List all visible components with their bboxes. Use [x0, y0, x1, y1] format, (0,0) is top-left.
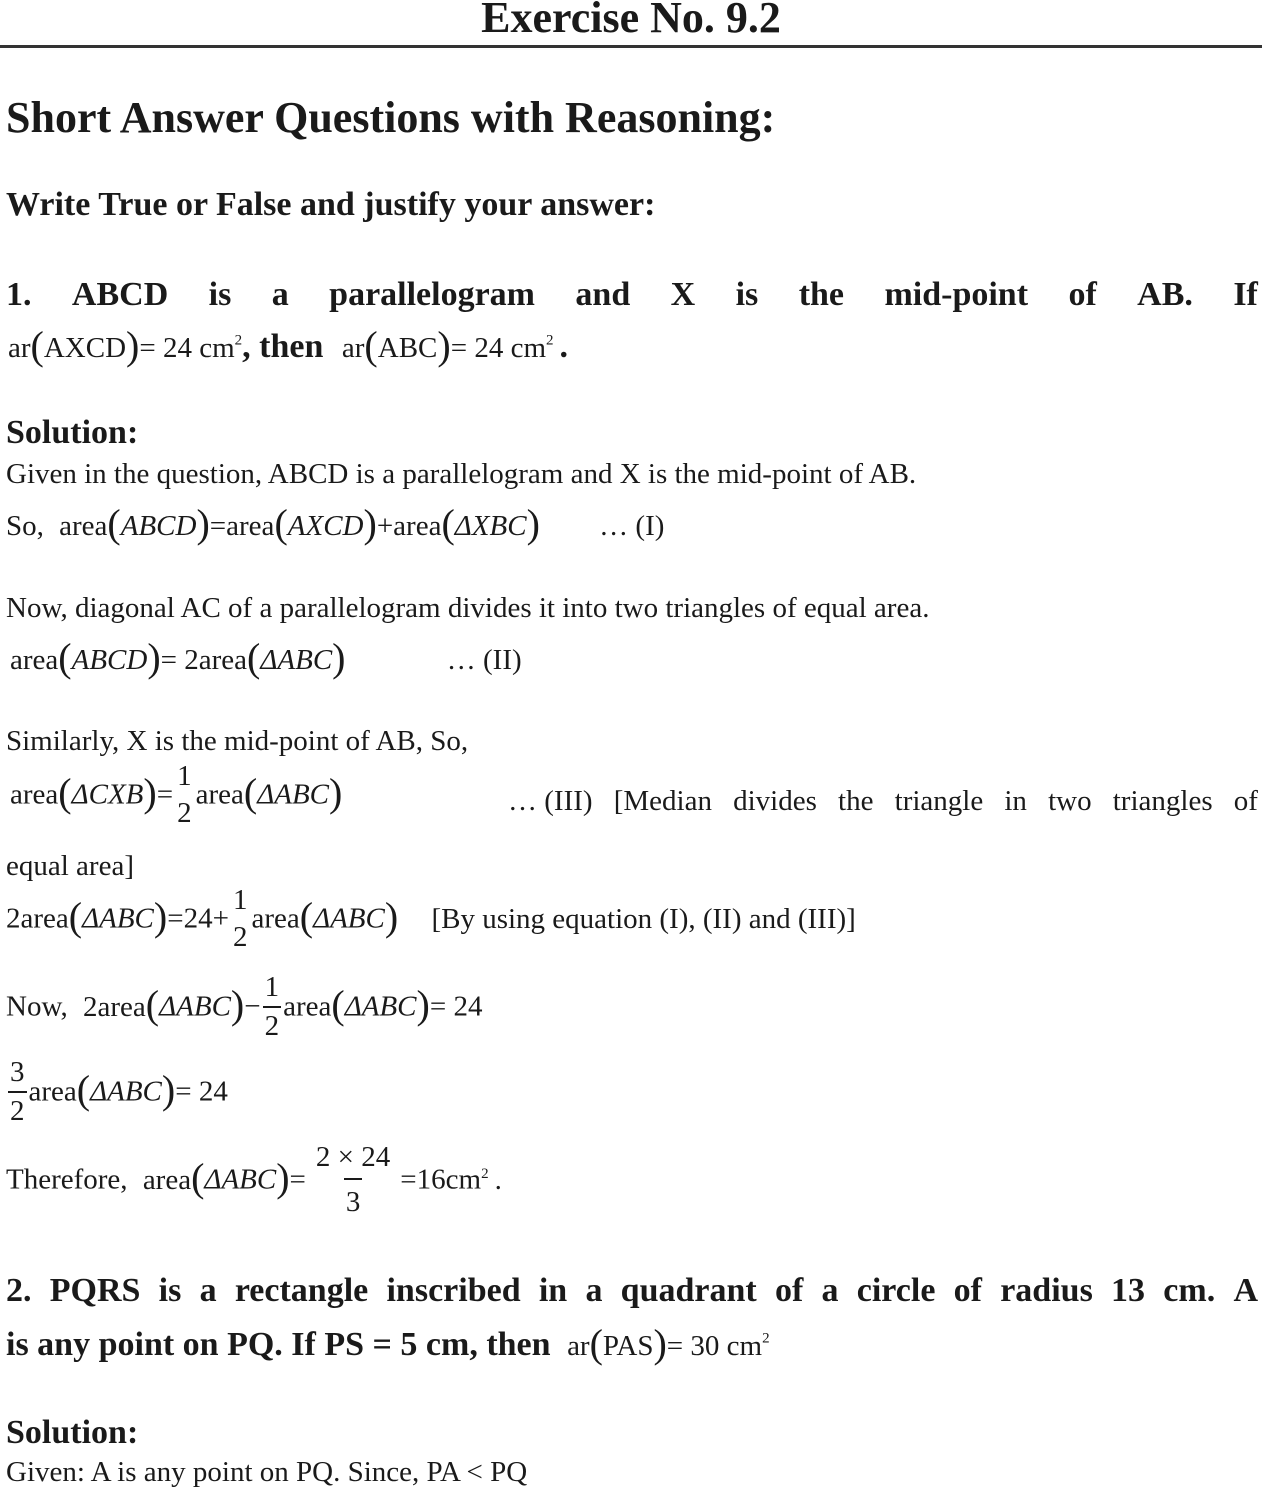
q1-statement-word: AB. [1137, 276, 1193, 313]
q2-statement-line2: is any point on PQ. If PS = 5 cm, then ar(PAS)= 30 $cm^2$ [6, 1321, 770, 1366]
q2-statement-word: A [1233, 1272, 1258, 1309]
q1-similarly-text: Similarly, X is the mid-point of AB, So, [6, 725, 469, 757]
q1-statement-word: X [670, 276, 696, 313]
q2-statement-word: inscribed [386, 1272, 521, 1309]
q2-statement-word: of [774, 1272, 804, 1309]
q2-statement-word: cm. [1163, 1272, 1216, 1309]
q1-statement-word: mid-point [884, 276, 1029, 313]
q1-diagonal-text: Now, diagonal AC of a parallelogram divides it into two triangles of equal area. [6, 592, 930, 624]
q2-statement-word: a [199, 1272, 217, 1309]
q1-statement-word: parallelogram [329, 276, 535, 313]
q2-solution-label: Solution: [6, 1414, 139, 1451]
q1-statement-word: If [1233, 276, 1258, 313]
q1-equation-3-reason [508, 785, 1258, 818]
q2-statement-word: quadrant [620, 1272, 757, 1309]
q1-reason-word: the [838, 785, 874, 817]
q2-statement-line1 [6, 1272, 1258, 1310]
q1-equation-5: Now, 2area(ΔABC)− $\frac{1}{2}$ area(ΔABC)= 24 [6, 971, 483, 1042]
q1-equation-1: So, area(ABCD)=area(AXCD)+area(ΔXBC) … (I) [6, 501, 665, 546]
q2-statement-word: circle [856, 1272, 936, 1309]
q1-equation-3-reason-cont: equal area] [6, 850, 134, 882]
q1-reason-word: two [1048, 785, 1092, 817]
q1-equation-4: 2area(ΔABC)=24+ 1 2 area(ΔABC) [By using equation (I), (II) and (III)] [6, 884, 856, 953]
q1-equation-2: area(ABCD)= 2area(ΔABC) … (II) [10, 635, 522, 680]
q1-statement-word: is [735, 276, 759, 313]
q1-equation-3: area(ΔCXB)= 1 2 area(ΔABC) [10, 760, 343, 829]
q2-statement-word: radius [1000, 1272, 1093, 1309]
q1-statement-word: 1. [6, 276, 32, 313]
q2-statement-word: 13 [1111, 1272, 1146, 1309]
q2-statement-word: 2. [6, 1272, 32, 1309]
q2-statement-word: in [538, 1272, 568, 1309]
q1-statement-word: of [1068, 276, 1097, 313]
q1-reason-word: divides [733, 785, 817, 817]
q1-equation-3-tag: … (III) [508, 785, 593, 817]
q2-given-text: Given: A is any point on PQ. Since, PA < PQ [6, 1456, 528, 1488]
q1-reason-word: in [1004, 785, 1027, 817]
q1-statement-word: ABCD [71, 276, 169, 313]
q1-statement-line2: ar(AXCD)= 24 $cm^2$, then ar(ABC)= 24 $cm^2$ . [8, 323, 569, 368]
q2-statement-word: a [821, 1272, 839, 1309]
q1-statement-word: and [575, 276, 631, 313]
title-underline [0, 45, 1262, 48]
q1-statement-word: a [271, 276, 289, 313]
q1-reason-word: triangle [894, 785, 984, 817]
section-title: Short Answer Questions with Reasoning: [6, 93, 776, 142]
q1-equation-7: Therefore, area(ΔABC)= $\frac{2 \times 24}{3}$ $=16cm^2$ . [6, 1141, 502, 1218]
q1-statement-line1 [6, 276, 1258, 314]
q1-statement-word: the [798, 276, 845, 313]
q2-statement-word: a [585, 1272, 603, 1309]
q1-equation-6: $\frac{3}{2}$ area(ΔABC)= 24 [10, 1056, 228, 1127]
q1-reason-word: [Median [613, 785, 712, 817]
q1-solution-label: Solution: [6, 414, 139, 451]
q2-statement-word: of [953, 1272, 982, 1309]
q2-statement-word: rectangle [234, 1272, 369, 1309]
instruction-heading: Write True or False and justify your answer: [6, 186, 656, 223]
q2-statement-word: is [158, 1272, 182, 1309]
exercise-title: Exercise No. 9.2 [481, 0, 781, 42]
q1-statement-word: is [208, 276, 232, 313]
q2-statement-word: PQRS [49, 1272, 141, 1309]
q1-reason-word: triangles [1112, 785, 1213, 817]
q1-reason-word: of [1233, 785, 1258, 817]
q1-given-text: Given in the question, ABCD is a parallelogram and X is the mid-point of AB. [6, 458, 917, 490]
